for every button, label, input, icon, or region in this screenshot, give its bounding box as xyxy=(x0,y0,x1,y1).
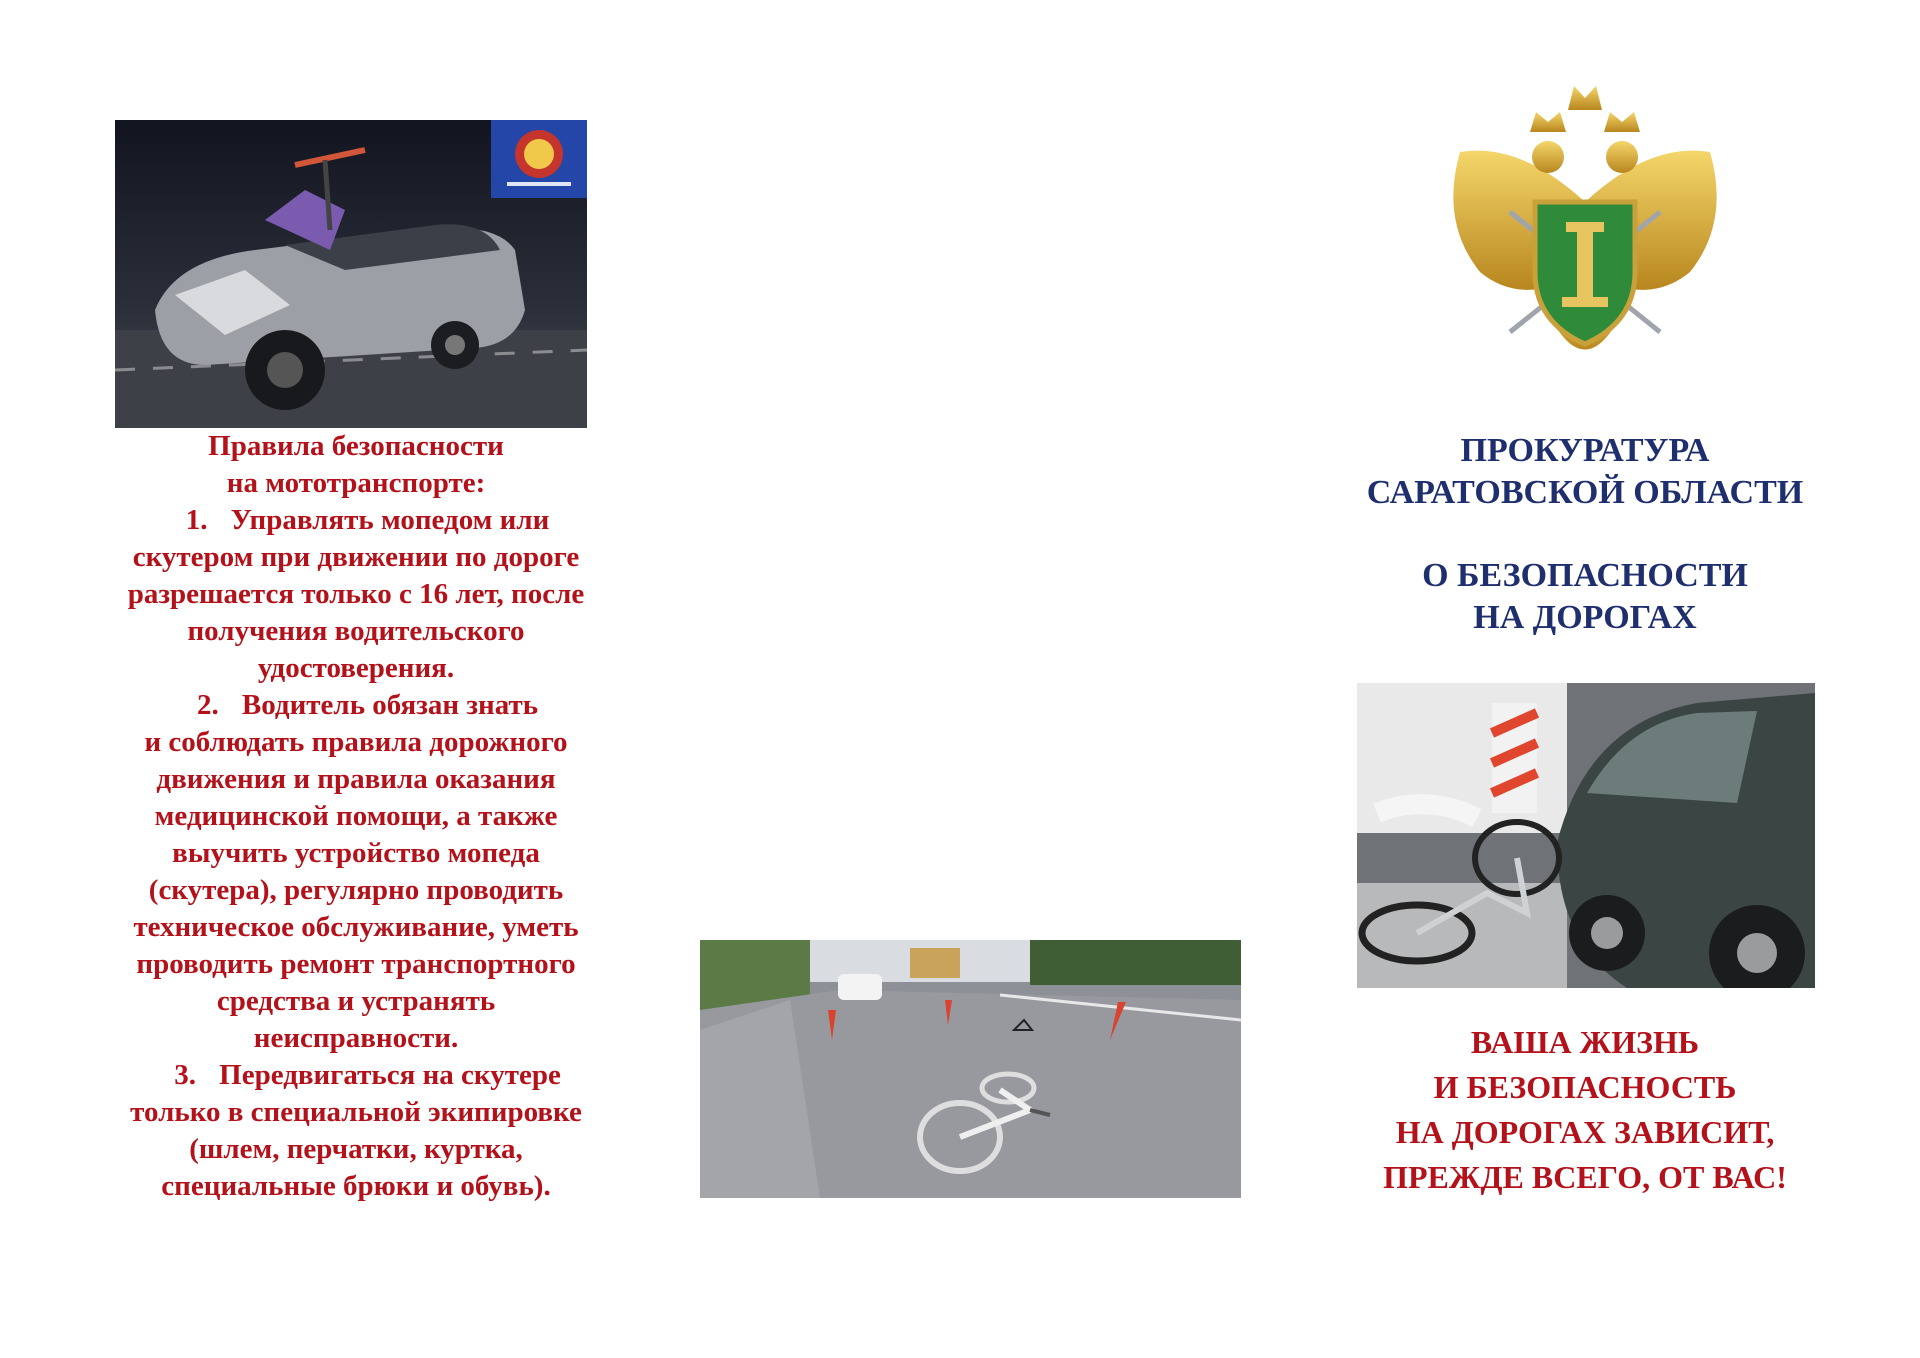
bicycle-accident-photo xyxy=(700,940,1241,1198)
rule-line: техническое обслуживание, уметь xyxy=(133,911,579,943)
rules-heading-line: Правила безопасности xyxy=(208,430,504,462)
slogan-line: И БЕЗОПАСНОСТЬ xyxy=(1433,1069,1737,1105)
rule-line: движения и правила оказания xyxy=(156,763,556,795)
slogan-line: ПРЕЖДЕ ВСЕГО, ОТ ВАС! xyxy=(1383,1159,1787,1195)
rules-heading xyxy=(90,428,622,502)
slogan-line: ВАША ЖИЗНЬ xyxy=(1470,1024,1700,1060)
rule-line: (шлем, перчатки, куртка, xyxy=(189,1133,523,1165)
rule-line: Передвигаться на скутере xyxy=(219,1059,561,1091)
org-title-line: ПРОКУРАТУРА xyxy=(1460,432,1710,469)
rule-line: выучить устройство мопеда xyxy=(172,837,540,869)
rule-line: медицинской помощи, а также xyxy=(154,800,558,832)
rule-first-line xyxy=(90,687,622,724)
slogan-line: НА ДОРОГАХ ЗАВИСИТ, xyxy=(1395,1114,1775,1150)
rule-line: средства и устранять xyxy=(216,985,496,1017)
brochure-subject-title xyxy=(1300,555,1870,639)
rule-first-line xyxy=(90,1057,622,1094)
rule-item xyxy=(90,502,622,687)
rule-line: получения водительского xyxy=(187,615,525,647)
rule-line: Водитель обязан знать xyxy=(241,689,539,721)
moto-safety-rules xyxy=(90,428,622,1205)
prosecutor-eagle-emblem xyxy=(1440,82,1730,397)
rule-line: (скутера), регулярно проводить xyxy=(148,874,564,906)
safety-slogan xyxy=(1300,1020,1870,1200)
rule-line: Управлять мопедом или xyxy=(230,504,550,536)
rules-heading-line: на мототранспорте: xyxy=(226,467,486,499)
subject-title-line: НА ДОРОГАХ xyxy=(1473,599,1697,636)
rule-line: только в специальной экипировке xyxy=(130,1096,582,1128)
rule-line: проводить ремонт транспортного xyxy=(136,948,576,980)
rule-line: разрешается только с 16 лет, после xyxy=(127,578,585,610)
rule-line: скутером при движении по дороге xyxy=(132,541,580,573)
rule-line: неисправности. xyxy=(253,1022,459,1054)
rule-first-line xyxy=(90,502,622,539)
car-bicycle-collision-photo xyxy=(1357,683,1815,988)
organization-title xyxy=(1300,430,1870,514)
org-title-line: САРАТОВСКОЙ ОБЛАСТИ xyxy=(1366,474,1804,511)
motorcycle-crash-photo xyxy=(115,120,587,428)
rule-line: специальные брюки и обувь). xyxy=(161,1170,551,1202)
rule-number: 3. xyxy=(174,1059,197,1091)
rule-line: и соблюдать правила дорожного xyxy=(144,726,568,758)
rule-number: 2. xyxy=(197,689,219,721)
rule-item xyxy=(90,1057,622,1205)
rule-number: 1. xyxy=(185,504,208,536)
rule-item xyxy=(90,687,622,1057)
double-headed-eagle-icon xyxy=(1440,82,1730,397)
rule-line: удостоверения. xyxy=(257,652,455,684)
subject-title-line: О БЕЗОПАСНОСТИ xyxy=(1422,557,1748,594)
